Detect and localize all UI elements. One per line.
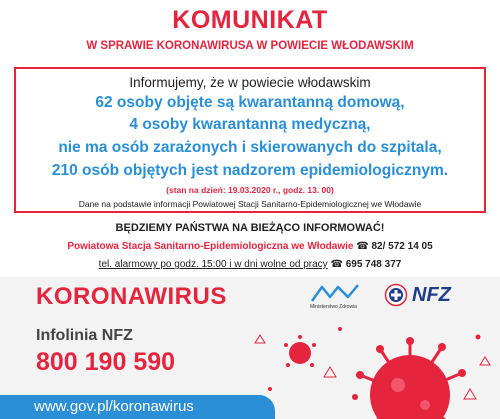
home-quarantine-line: 62 osoby objęte są kwarantanną domową, (95, 94, 405, 111)
ministry-label: Ministerstwo Zdrowia (310, 304, 357, 310)
website-link[interactable]: www.gov.pl/koronawirus (34, 398, 194, 415)
intro-text: Informujemy, że w powiecie włodawskim (129, 75, 371, 90)
station-phone: ☎ 82/ 572 14 05 (356, 241, 433, 252)
koronawirus-title: KORONAWIRUS (36, 283, 227, 310)
header (0, 0, 500, 64)
inform-heading: BĘDZIEMY PAŃSTWA NA BIEŻĄCO INFORMOWAĆ! (115, 222, 385, 234)
medical-quarantine-line: 4 osoby kwarantanną medyczną, (129, 116, 371, 133)
infected-line: nie ma osób zarażonych i skierowanych do szpitala, (58, 139, 442, 156)
alarm-line (0, 259, 500, 270)
station-name: Powiatowa Stacja Sanitarno-Epidemiologiczna we Włodawie (67, 241, 354, 252)
surveillance-line: 210 osób objętych jest nadzorem epidemiologicznym. (51, 162, 449, 179)
alarm-link[interactable]: tel. alarmowy po godz. 15:00 i w dni wolne od pracy (98, 259, 328, 270)
emblem-icon (384, 283, 408, 307)
announcement-box (14, 67, 486, 213)
nfz-phone: 800 190 590 (36, 348, 176, 376)
website-bar[interactable] (0, 395, 275, 419)
ministry-logo-icon (310, 283, 362, 303)
infolinia-label: Infolinia NFZ (36, 327, 133, 344)
info-section (0, 218, 500, 276)
koronawirus-banner (0, 277, 500, 419)
status-date: (stan na dzień: 19.03.2020 r., godz. 13. 00) (166, 185, 334, 195)
alarm-phone: ☎ 695 748 377 (330, 259, 402, 270)
data-source: Dane na podstawie informacji Powiatowej Stacji Sanitarno-Epidemiologicznej we Włodawie (78, 199, 422, 209)
station-line (0, 241, 500, 252)
nfz-logo: NFZ (412, 284, 451, 306)
page-subtitle: W SPRAWIE KORONAWIRUSA W POWIECIE WŁODAWSKIM (86, 40, 414, 52)
page-title: KOMUNIKAT (172, 6, 328, 34)
logos (304, 277, 474, 317)
